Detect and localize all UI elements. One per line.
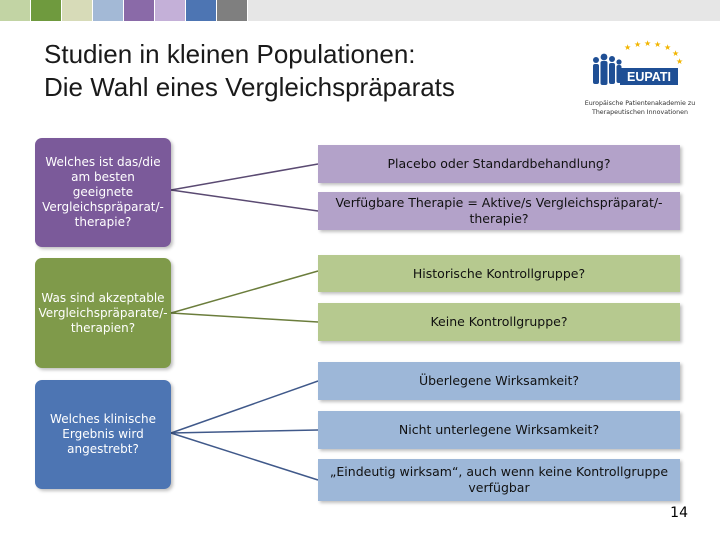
answer-box-historical-control	[318, 255, 680, 292]
svg-text:★: ★	[676, 57, 684, 66]
svg-text:★: ★	[654, 40, 662, 49]
question-box-outcome	[35, 380, 171, 489]
answer-box-clearly-effective	[318, 459, 680, 501]
answer-box-no-control	[318, 303, 680, 341]
answer-text: Nicht unterlegene Wirksamkeit?	[398, 422, 600, 437]
question-text: Welches klinische Ergebnis wird angestrebt?	[50, 412, 156, 456]
question-box-acceptable	[35, 258, 171, 368]
answer-text: Verfügbare Therapie = Aktive/s Vergleichspräparat/-therapie?	[335, 195, 663, 226]
connector-line	[171, 190, 318, 211]
page-number: 14	[670, 505, 688, 521]
question-text: Welches ist das/die am besten geeignete Vergleichspräparat/-therapie?	[42, 155, 164, 229]
connector-line	[171, 430, 318, 433]
eupati-wordmark: EUPATI	[627, 70, 671, 84]
answer-box-active-comparator	[318, 192, 680, 230]
connector-line	[171, 313, 318, 322]
answer-text: Placebo oder Standardbehandlung?	[387, 156, 611, 171]
svg-text:★: ★	[634, 40, 642, 49]
svg-text:★: ★	[644, 39, 652, 48]
title-line-1: Studien in kleinen Populationen:	[44, 39, 416, 69]
connector-line	[171, 433, 318, 480]
connector-line	[171, 271, 318, 313]
question-box-comparator	[35, 138, 171, 247]
academy-caption: Europäische Patientenakademie zu Therapeutischen Innovationen	[584, 100, 696, 116]
answer-text: Historische Kontrollgruppe?	[412, 265, 586, 281]
answer-box-non-inferior	[318, 411, 680, 449]
answer-box-placebo	[318, 145, 680, 183]
answer-box-superior	[318, 362, 680, 400]
svg-text:★: ★	[624, 43, 632, 52]
answer-text: Keine Kontrollgruppe?	[430, 314, 568, 329]
svg-text:★: ★	[664, 43, 672, 52]
question-text: Was sind akzeptable Vergleichspräparate/-therapien?	[38, 290, 168, 335]
svg-text:★: ★	[672, 49, 680, 58]
connector-line	[171, 164, 318, 190]
answer-text: „Eindeutig wirksam“, auch wenn keine Kontrollgruppe verfügbar	[329, 464, 669, 495]
title-line-2: Die Wahl eines Vergleichspräparats	[44, 72, 455, 102]
answer-text: Überlegene Wirksamkeit?	[418, 373, 580, 388]
connector-line	[171, 381, 318, 433]
